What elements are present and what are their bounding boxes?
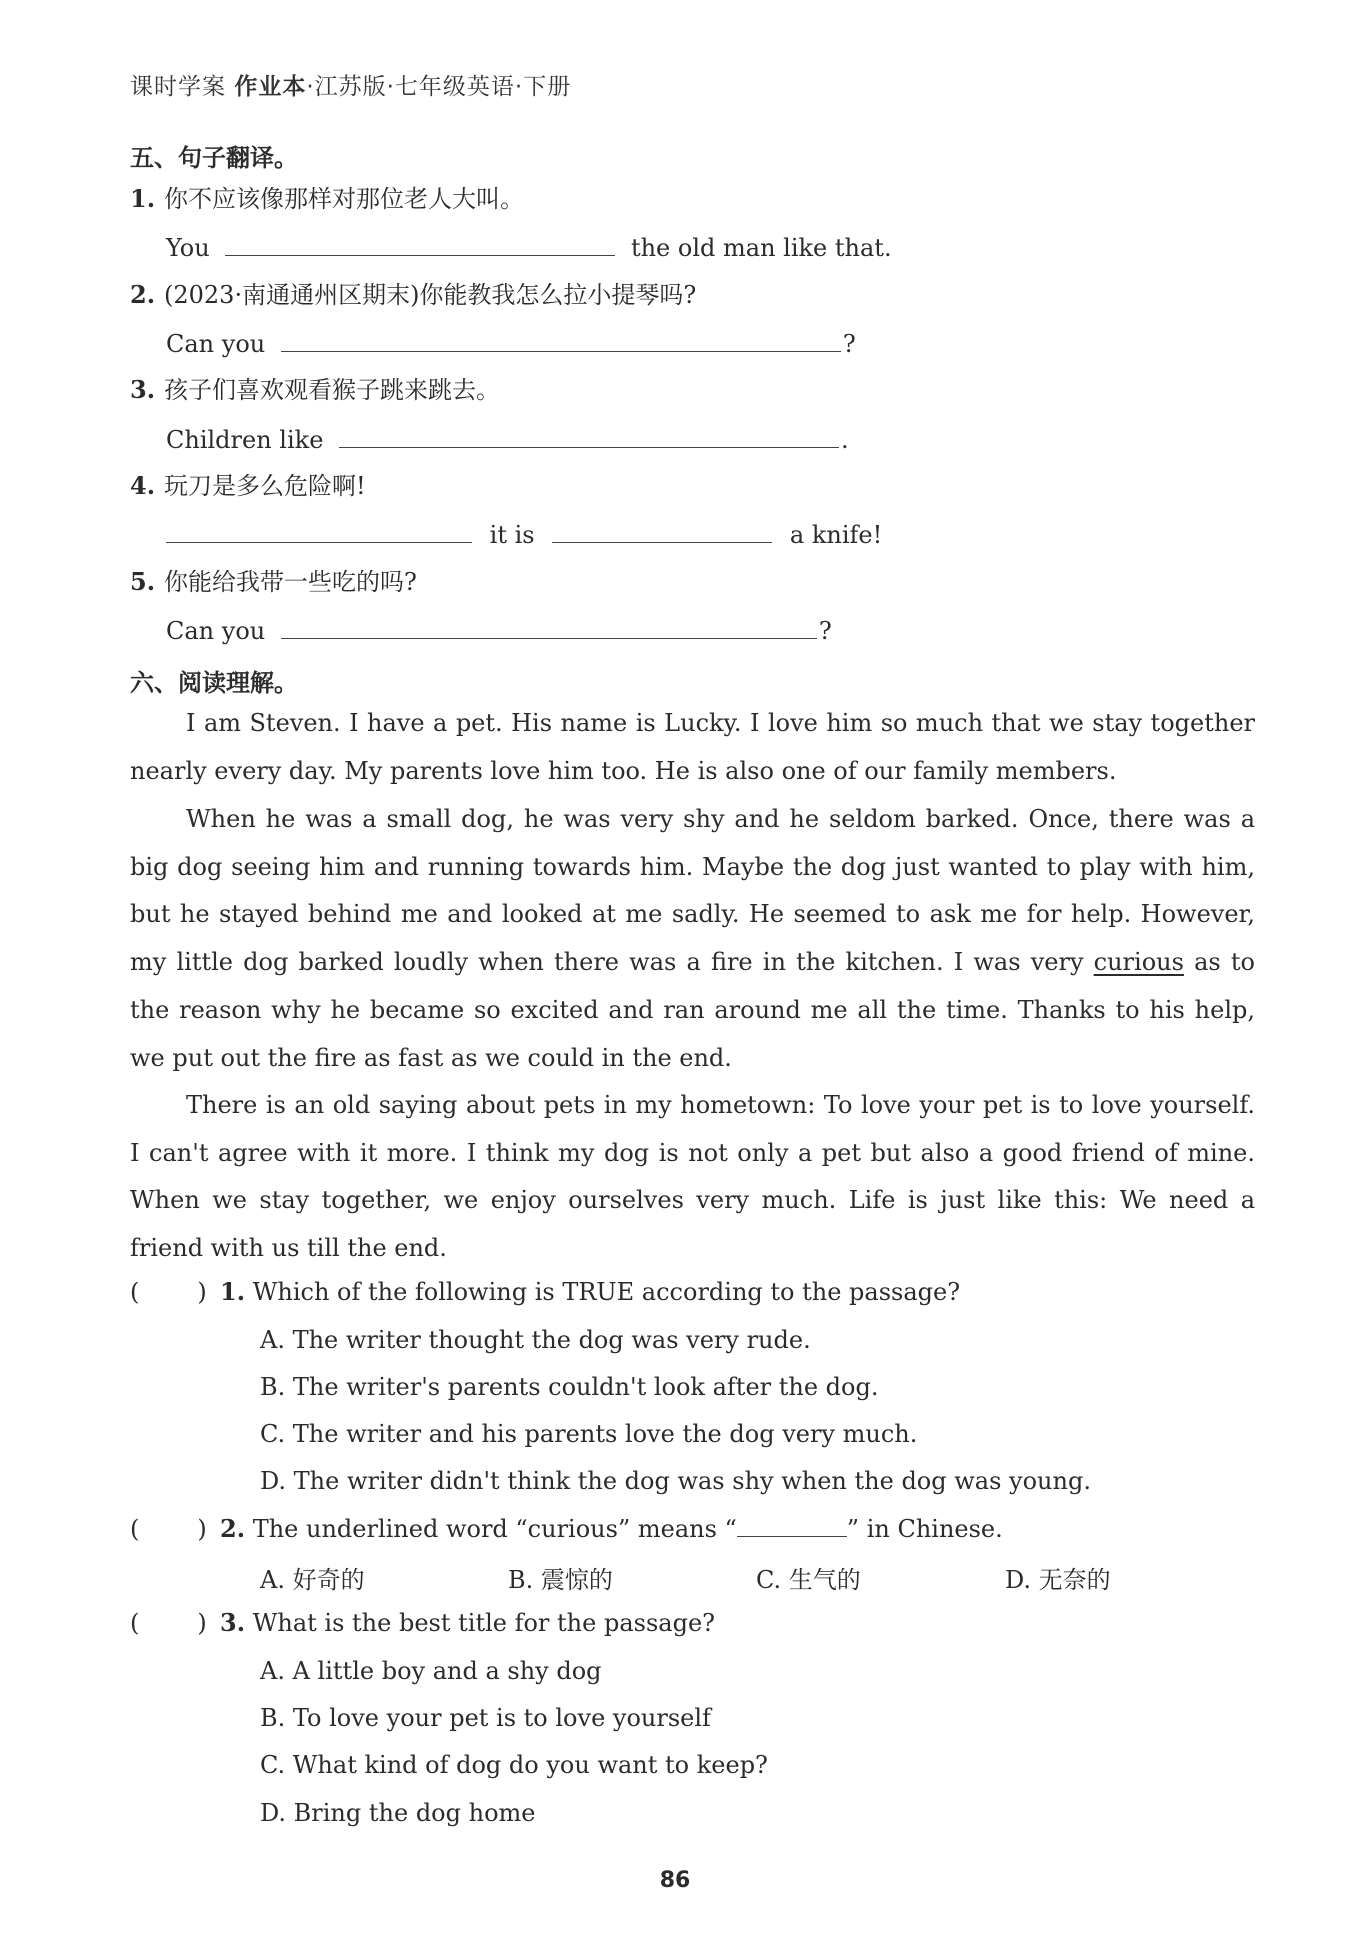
question-5-chinese: 5. 你能给我带一些吃的吗?: [130, 567, 417, 596]
underlined-word: curious: [1093, 948, 1184, 977]
question-4-answer-line: it is a knife!: [166, 518, 882, 551]
question-4-chinese: 4. 玩刀是多么危险啊!: [130, 471, 366, 500]
question-1-chinese: 1. 你不应该像那样对那位老人大叫。: [130, 184, 524, 213]
answer-blank[interactable]: [737, 1512, 847, 1537]
answer-blank[interactable]: [339, 423, 839, 448]
question-2-answer-line: Can you ?: [166, 327, 856, 360]
passage-paragraph-3: There is an old saying about pets in my hometown: To love your pet is to love yourself. I can't agree with it more. I think my dog is not only a pet but also a good friend of mine. When we stay together, we enjoy ourselves very much. Life is just like this: We need a friend with us till the end.: [130, 1091, 1255, 1263]
series-name: 课时学案: [130, 74, 226, 100]
answer-blank[interactable]: [225, 231, 615, 256]
option-2d: D. 无奈的: [1005, 1566, 1111, 1594]
option-2a: A. 好奇的: [260, 1566, 365, 1594]
option-3d: D. Bring the dog home: [260, 1799, 536, 1827]
option-1c: C. The writer and his parents love the dog very much.: [260, 1420, 918, 1448]
option-3a: A. A little boy and a shy dog: [260, 1657, 602, 1685]
option-2b: B. 震惊的: [508, 1566, 613, 1594]
question-3-answer-line: Children like .: [166, 423, 849, 456]
answer-blank[interactable]: [281, 327, 841, 352]
edition-text: ·江苏版·七年级英语·下册: [306, 74, 572, 100]
answer-blank[interactable]: [166, 518, 472, 543]
passage-paragraph-2: When he was a small dog, he was very shy and he seldom barked. Once, there was a big dog seeing him and running towards him. Maybe the dog just wanted to play with him, but he stayed behind me and looked at me sadly. He seemed to ask me for help. However, my little dog barked loudly when there was a fire in the kitchen. I was very curious as to the reason why he became so excited and ran around me all the time. Thanks to his help, we put out the fire as fast as we could in the end.: [130, 805, 1255, 1072]
answer-bracket[interactable]: ( ): [130, 1515, 207, 1543]
question-3-chinese: 3. 孩子们喜欢观看猴子跳来跳去。: [130, 375, 500, 404]
question-2-chinese: 2. (2023·南通通州区期末)你能教我怎么拉小提琴吗?: [130, 280, 697, 309]
section-title-reading: 六、阅读理解。: [130, 669, 298, 697]
question-1-answer-line: You the old man like that.: [166, 231, 892, 264]
answer-bracket[interactable]: ( ): [130, 1609, 207, 1637]
option-1b: B. The writer's parents couldn't look after the dog.: [260, 1373, 879, 1401]
running-header: [130, 68, 571, 101]
question-5-answer-line: Can you ?: [166, 614, 832, 647]
passage-paragraph-1: I am Steven. I have a pet. His name is Lucky. I love him so much that we stay together nearly every day. My parents love him too. He is also one of our family members.: [130, 709, 1255, 785]
answer-bracket[interactable]: ( ): [130, 1278, 207, 1306]
option-3b: B. To love your pet is to love yourself: [260, 1704, 711, 1732]
option-1a: A. The writer thought the dog was very rude.: [260, 1326, 811, 1354]
option-2c: C. 生气的: [756, 1566, 861, 1594]
mc-question-2: ( ) 2. The underlined word “curious” means “ ” in Chinese.: [130, 1514, 1003, 1543]
brand-name: 作业本: [234, 74, 307, 100]
page-number: 86: [659, 1868, 691, 1893]
mc-question-3: ( ) 3. What is the best title for the passage?: [130, 1608, 716, 1637]
mc-question-1: ( ) 1. Which of the following is TRUE according to the passage?: [130, 1277, 961, 1306]
option-3c: C. What kind of dog do you want to keep?: [260, 1751, 768, 1779]
options-row-2: [260, 1560, 1140, 1592]
option-1d: D. The writer didn't think the dog was shy when the dog was young.: [260, 1467, 1091, 1495]
answer-blank[interactable]: [281, 614, 817, 639]
section-title-translation: 五、句子翻译。: [130, 144, 298, 172]
answer-blank[interactable]: [552, 518, 772, 543]
